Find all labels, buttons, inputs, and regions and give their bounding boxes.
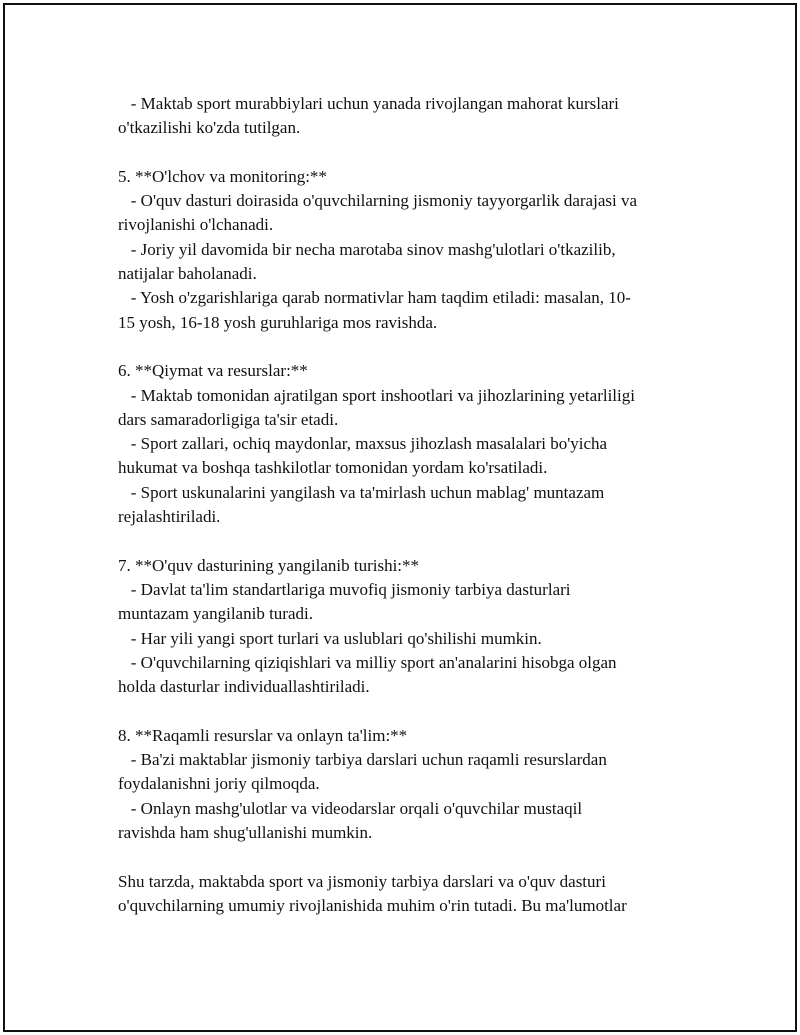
text-line: - Maktab sport murabbiylari uchun yanada rivojlangan mahorat kurslari [118, 94, 619, 113]
text-line: - Ba'zi maktablar jismoniy tarbiya darslari uchun raqamli resurslardan [118, 750, 607, 770]
text-line: - Har yili yangi sport turlari va uslublari qo'shilishi mumkin. [118, 628, 542, 648]
section-heading: 8. **Raqamli resurslar va onlayn ta'lim:** [118, 725, 408, 745]
paragraph-gap [118, 845, 688, 869]
section-8 [118, 724, 688, 845]
text-line: Shu tarzda, maktabda sport va jismoniy tarbiya darslari va o'quv dasturi [118, 871, 606, 891]
section-5 [118, 165, 688, 335]
section-7 [118, 554, 688, 700]
text-line: - Onlayn mashg'ulotlar va videodarslar orqali o'quvchilar mustaqil [118, 798, 583, 818]
text-line: - Maktab tomonidan ajratilgan sport inshootlari va jihozlarining yetarliligi [118, 385, 635, 405]
text-line: - O'quv dasturi doirasida o'quvchilarning jismoniy tayyorgarlik darajasi va [118, 191, 638, 211]
text-line: - Yosh o'zgarishlariga qarab normativlar ham taqdim etiladi: masalan, 10- [118, 288, 631, 308]
paragraph-gap [118, 529, 688, 553]
section-heading: 6. **Qiymat va resurslar:** [118, 361, 308, 381]
paragraph-gap [118, 335, 688, 359]
section-6 [118, 359, 688, 529]
text-line: hukumat va boshqa tashkilotlar tomonidan yordam ko'rsatiladi. [118, 458, 548, 478]
text-line: rivojlanishi o'lchanadi. [118, 215, 274, 235]
text-line: foydalanishni joriy qilmoqda. [118, 774, 320, 794]
section-heading: 7. **O'quv dasturining yangilanib turishi:** [118, 555, 420, 575]
text-line: o'tkazilishi ko'zda tutilgan. [118, 118, 301, 138]
text-line: holda dasturlar individuallashtiriladi. [118, 677, 370, 697]
text-line: - O'quvchilarning qiziqishlari va milliy sport an'analarini hisobga olgan [118, 652, 617, 672]
text-line: - Sport zallari, ochiq maydonlar, maxsus jihozlash masalalari bo'yicha [118, 434, 608, 454]
text-line: o'quvchilarning umumiy rivojlanishida muhim o'rin tutadi. Bu ma'lumotlar [118, 895, 627, 915]
text-line: - Sport uskunalarini yangilash va ta'mirlash uchun mablag' muntazam [118, 482, 605, 502]
text-line: 15 yosh, 16-18 yosh guruhlariga mos ravishda. [118, 312, 438, 332]
document-body [118, 92, 688, 918]
paragraph-gap [118, 141, 688, 165]
text-line: natijalar baholanadi. [118, 264, 257, 284]
conclusion-paragraph [118, 870, 688, 919]
section-heading: 5. **O'lchov va monitoring:** [118, 166, 327, 186]
text-line: rejalashtiriladi. [118, 507, 221, 527]
text-line: dars samaradorligiga ta'sir etadi. [118, 409, 339, 429]
paragraph-gap [118, 699, 688, 723]
text-line: - Davlat ta'lim standartlariga muvofiq jismoniy tarbiya dasturlari [118, 579, 571, 599]
intro-paragraph [118, 92, 688, 141]
text-line: ravishda ham shug'ullanishi mumkin. [118, 822, 373, 842]
text-line: - Joriy yil davomida bir necha marotaba sinov mashg'ulotlari o'tkazilib, [118, 239, 616, 259]
text-line: muntazam yangilanib turadi. [118, 604, 313, 624]
